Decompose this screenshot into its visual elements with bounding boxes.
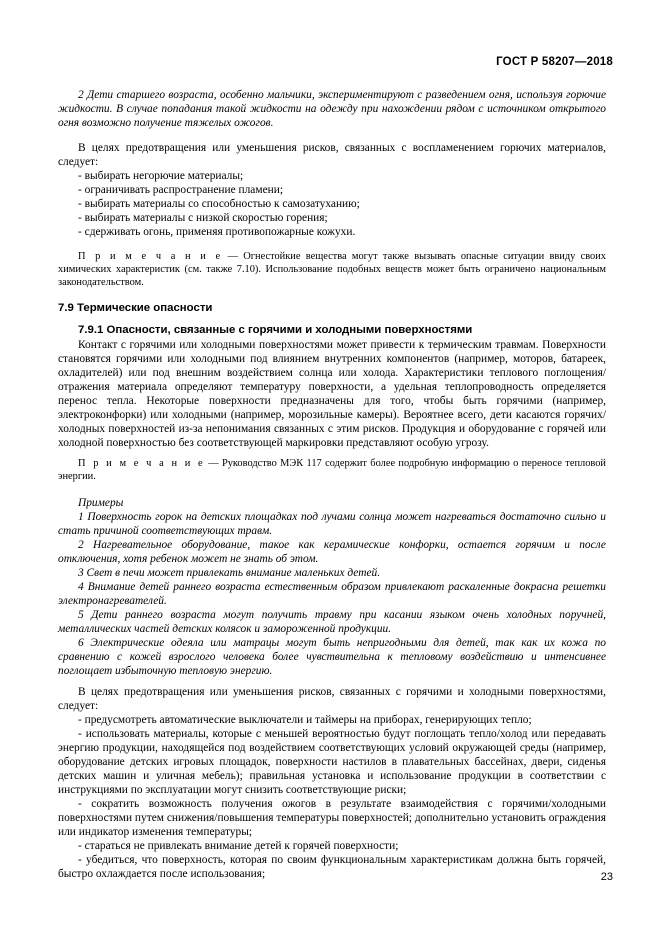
example-item: 4 Внимание детей раннего возраста естественным образом привлекают раскаленные докрасна решетки электронагревателей. bbox=[58, 581, 606, 608]
note-label: П р и м е ч а н и е bbox=[78, 457, 205, 469]
page-number: 23 bbox=[600, 871, 613, 883]
example-item: 3 Свет в печи может привлекать внимание маленьких детей. bbox=[78, 567, 381, 580]
paragraph-7-9-1: Контакт с горячими или холодными поверхностями может привести к термическим травмам. Поверхности становятся горячими или холодными под влиянием внутренних компонентов (например, моторов, батареек, охладителей) или под внешним воздействием солнца или холода. Характеристики теплового поглощения/отражения материала определяют температуру поверхности, а удельная теплопроводность определяется перенос тепла. Некоторые поверхности предназначены для того, чтобы быть горячими (например, электроконфорки) или холодными (например, морозильные камеры). Вероятнее всего, дети касаются горячих/холодных поверхностей из-за непонимания связанных с этим рисков. Продукция и оборудование с горячей или холодной поверхностью без соответствующей маркировки представляют особую угрозу. bbox=[58, 338, 606, 449]
list-item: - ограничивать распространение пламени; bbox=[78, 184, 283, 196]
list-item: - выбирать материалы с низкой скоростью горения; bbox=[78, 212, 328, 224]
list-item: - сократить возможность получения ожогов в результате взаимодействия с горячими/холодными поверхностями путем снижения/повышения температуры поверхностей; дополнительно установить ограждения или индикатор изменения температуры; bbox=[58, 798, 606, 839]
list-item: - выбирать негорючие материалы; bbox=[78, 170, 244, 182]
example-item: 1 Поверхность горок на детских площадках под лучами солнца может нагреваться достаточно сильно и стать причиной соответствующих травм. bbox=[58, 511, 606, 538]
note-2 bbox=[58, 457, 606, 483]
note-text: — Огнестойкие вещества могут также вызывать опасные ситуации ввиду своих химических характеристик (см. также 7.10). Использование подобных веществ может быть ограничено национальным законодательством. bbox=[58, 251, 606, 289]
example-item: 2 Нагревательное оборудование, такое как керамические конфорки, остается горячим и после отключения, хотя ребенок может не знать об этом. bbox=[58, 539, 606, 566]
page-content bbox=[58, 88, 606, 881]
section-heading-7-9-1: 7.9.1 Опасности, связанные с горячими и холодными поверхностями bbox=[78, 323, 473, 336]
example-item: 5 Дети раннего возраста могут получить травму при касании языком очень холодных поручней, металлических частей детских колясок и замороженной продукции. bbox=[58, 609, 606, 636]
item-2-note: 2 Дети старшего возраста, особенно мальчики, экспериментируют с разведением огня, используя горючие жидкости. В случае попадания такой жидкости на одежду при нахождении рядом с источником открытого огня возможно получение тяжелых ожогов. bbox=[58, 89, 606, 129]
section-heading-7-9: 7.9 Термические опасности bbox=[58, 301, 213, 314]
list-item: - выбирать материалы со способностью к самозатуханию; bbox=[78, 198, 360, 210]
list-item: - сдерживать огонь, применяя противопожарные кожухи. bbox=[78, 226, 356, 238]
example-item: 6 Электрические одеяла или матрацы могут быть непригодными для детей, так как их кожа по сравнению с кожей взрослого человека более чувствительна к тепловому воздействию и интенсивнее поглощает избыточную тепловую энергию. bbox=[58, 637, 606, 678]
list-item: - стараться не привлекать внимание детей к горячей поверхности; bbox=[78, 840, 399, 853]
list-item: - использовать материалы, которые с меньшей вероятностью будут поглощать тепло/холод или передавать энергию продукции, находящейся под воздействием соответствующих условий окружающей среды (например, оборудование детских игровых площадок, поверхности настилов в плавательных бассейнах, двери, сиденья детских машин и уличная мебель); правильная установка и использование продукции в соответствии с инструкциями по эксплуатации могут снизить соответствующие риски; bbox=[58, 728, 606, 797]
examples-title: Примеры bbox=[78, 497, 124, 510]
note-text: — Руководство МЭК 117 содержит более подробную информацию о переносе тепловой энергии. bbox=[58, 457, 606, 482]
list-item: - убедиться, что поверхность, которая по своим функциональным характеристикам должна быть горячей, быстро охлаждается после использования; bbox=[58, 854, 606, 881]
note-1 bbox=[58, 250, 606, 290]
prevention2-intro: В целях предотвращения или уменьшения рисков, связанных с горячими и холодными поверхностями, следует: bbox=[58, 686, 606, 713]
list-item: - предусмотреть автоматические выключатели и таймеры на приборах, генерирующих тепло; bbox=[78, 714, 532, 727]
page-header: ГОСТ Р 58207—2018 bbox=[496, 56, 613, 68]
prevention-intro: В целях предотвращения или уменьшения рисков, связанных с воспламенением горючих материалов, следует: bbox=[58, 142, 606, 168]
note-label: П р и м е ч а н и е bbox=[78, 251, 223, 262]
